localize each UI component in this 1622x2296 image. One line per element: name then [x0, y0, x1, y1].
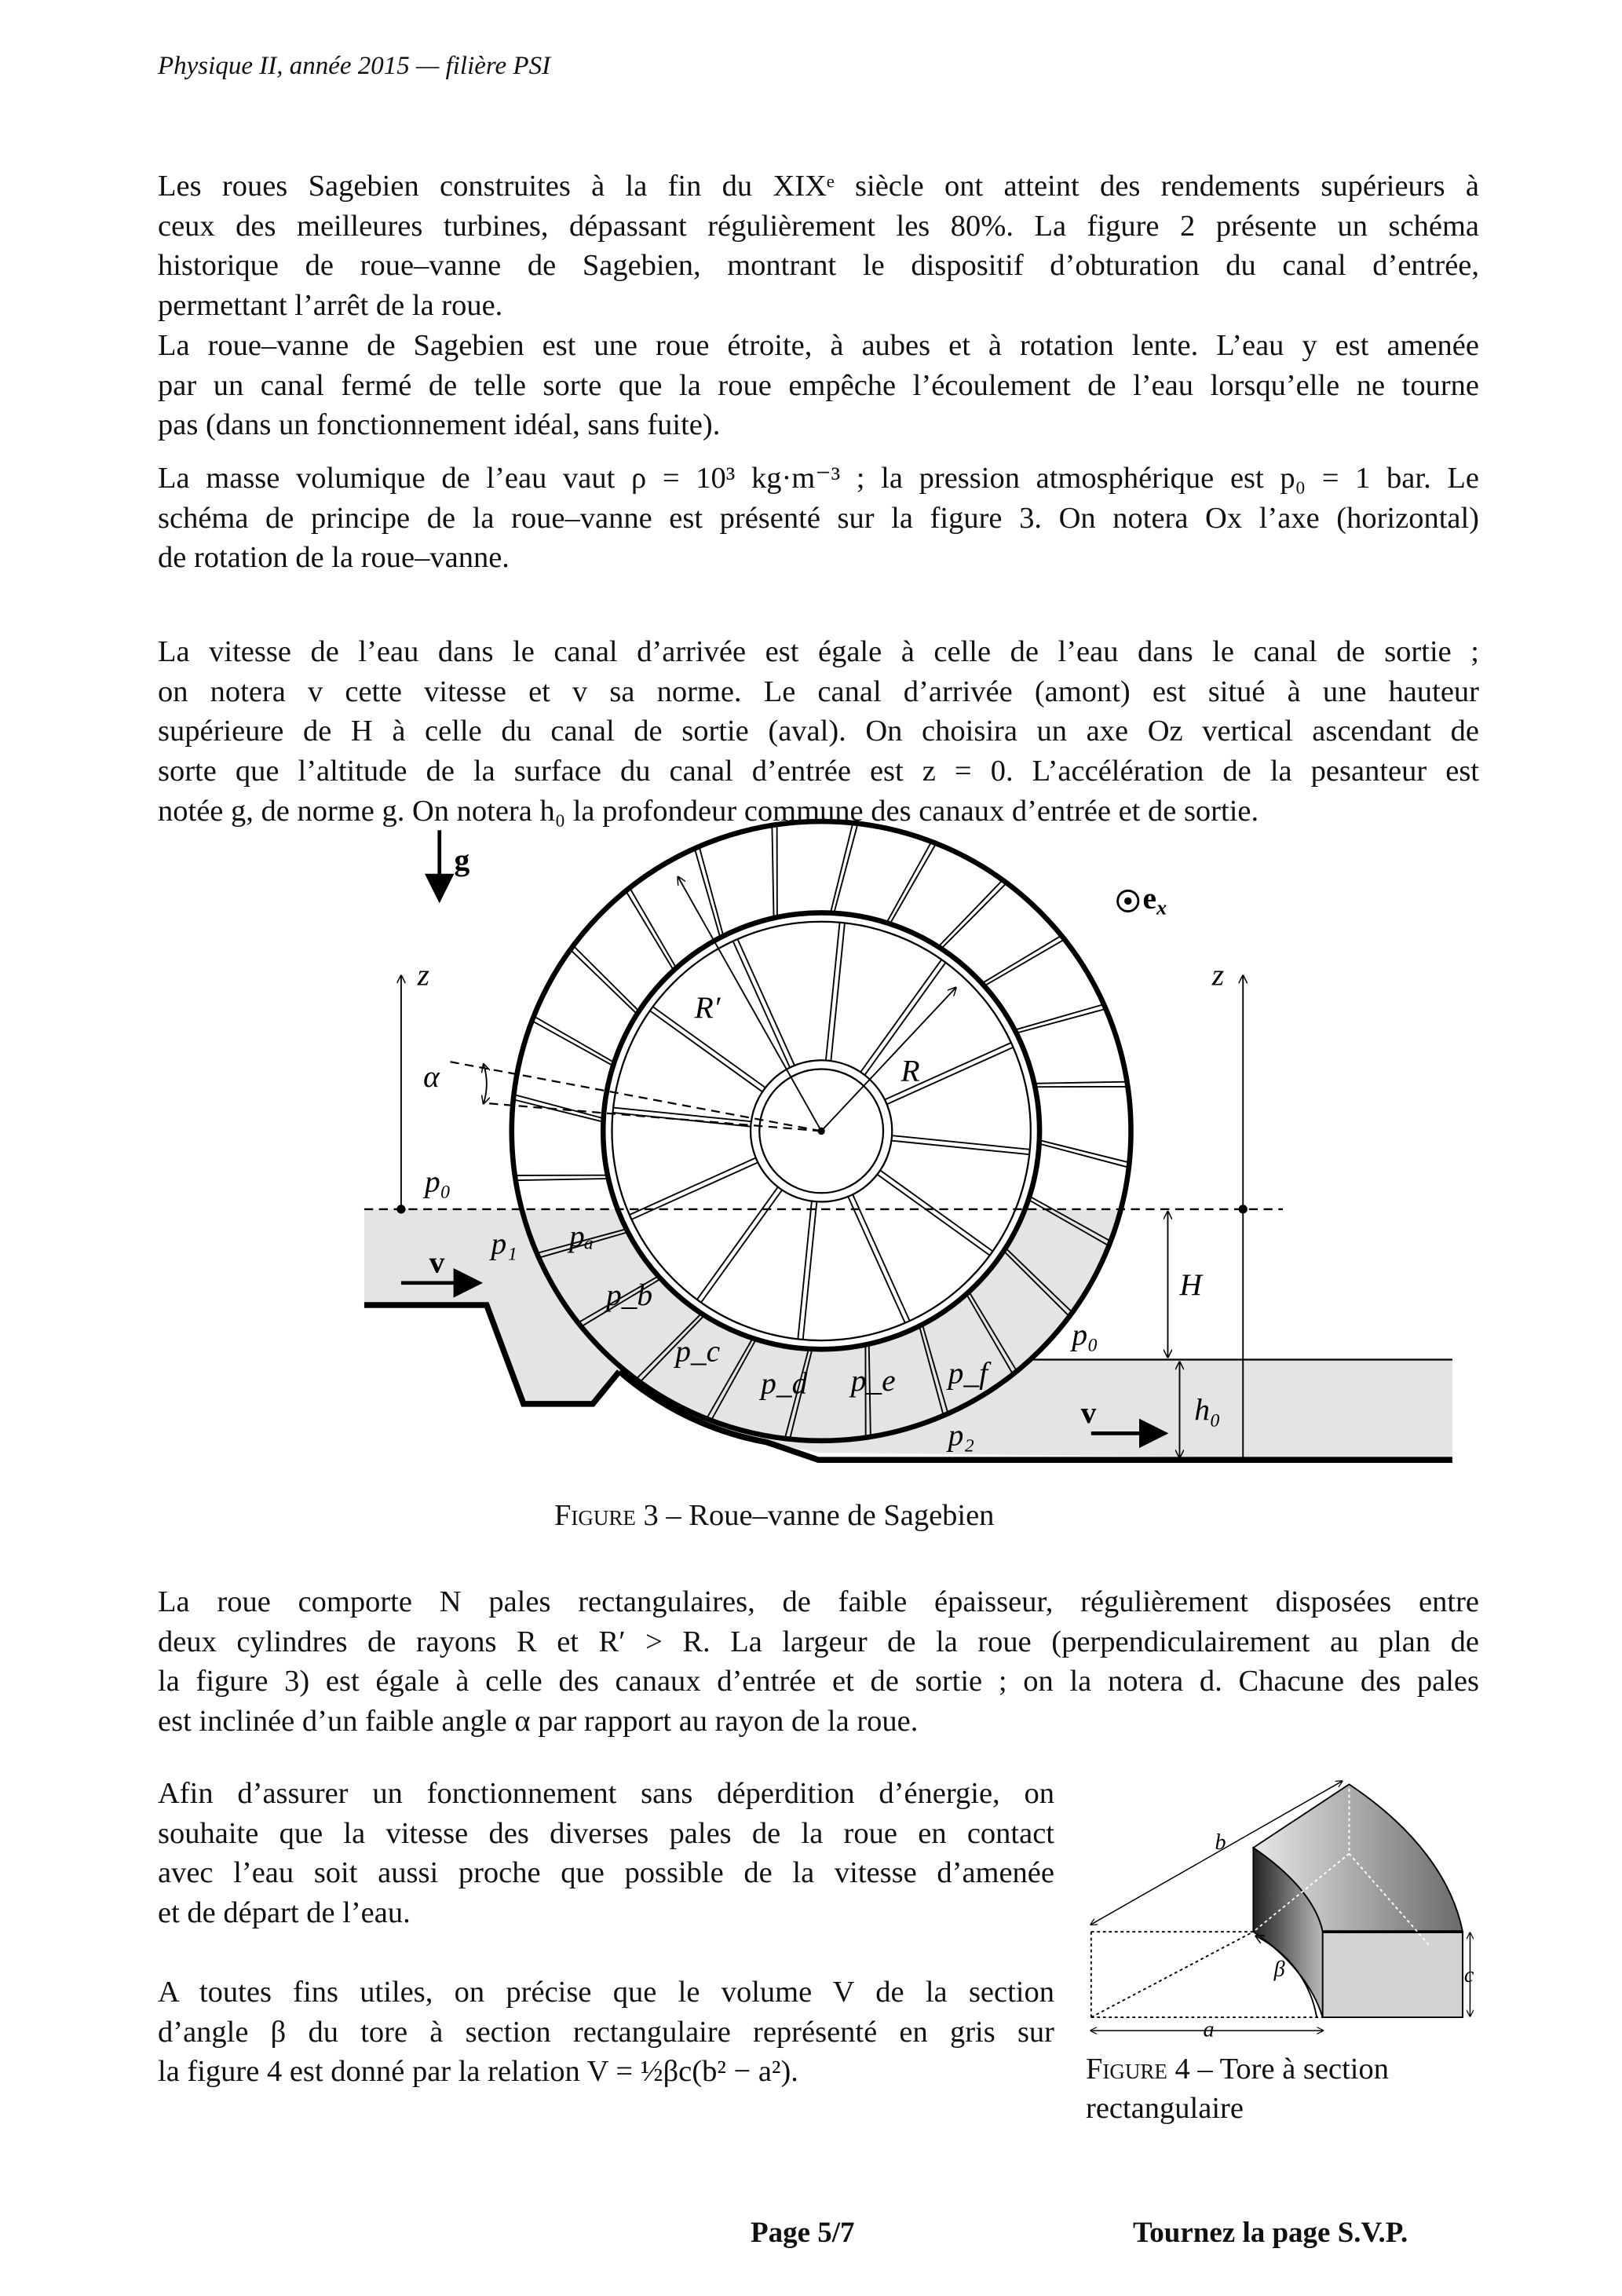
label-pe: p_e	[850, 1362, 896, 1398]
wheel-paddle	[534, 1016, 614, 1062]
label-pf: p_f	[948, 1355, 988, 1391]
text-line: notée g, de norme g. On notera h₀ la profondeur commune des canaux d’entrée et de sortie.	[158, 794, 1259, 828]
label-beta: β	[1273, 1957, 1285, 1982]
figure4-caption-text2: rectangulaire	[1086, 2092, 1244, 2125]
label-a: a	[1203, 2017, 1215, 2042]
wheel-paddle	[772, 825, 773, 918]
wheel-paddle	[941, 883, 1006, 949]
text-line: permettant l’arrêt de la roue.	[158, 289, 503, 323]
text-line: pas (dans un fonctionnement idéal, sans fuite).	[158, 408, 721, 442]
text-line: par un canal fermé de telle sorte que la roue empêche l’écoulement de l’eau lorsqu’elle ne tourne	[158, 368, 1479, 402]
wheel-paddle	[700, 846, 724, 936]
wheel-paddle	[573, 945, 639, 1011]
figure3-diagram	[364, 821, 1452, 1460]
label-pd: p_d	[761, 1366, 808, 1401]
text-line: A toutes fins utiles, on précise que le volume V de la section	[158, 1976, 1054, 2009]
wheel-paddle	[695, 849, 721, 938]
text-line: la figure 4 est donné par la relation V = ½βc(b² − a²).	[158, 2055, 798, 2089]
label-z-left: z	[417, 957, 429, 993]
wheel-paddle	[1014, 1004, 1104, 1030]
text-line: supérieure de H à celle du canal de sortie (aval). On choisira un axe Oz vertical ascendant de	[158, 715, 1479, 748]
wheel-paddle	[570, 949, 637, 1014]
text-line: La roue–vanne de Sagebien est une roue étroite, à aubes et à rotation lente. L’eau y est amenée	[158, 329, 1479, 362]
text-line: Afin d’assurer un fonctionnement sans déperdition d’énergie, on	[158, 1777, 1054, 1810]
figure4-caption-label: Figure 4	[1086, 2053, 1190, 2086]
label-z-right: z	[1211, 957, 1225, 993]
text-line: et de départ de l’eau.	[158, 1896, 411, 1930]
text-line: deux cylindres de rayons R et R′ > R. La largeur de la roue (perpendiculairement au plan de	[158, 1625, 1479, 1658]
text-line: la figure 3) est égale à celle des canaux d’entrée et de sortie ; on la notera d. Chacune des pales	[158, 1665, 1479, 1698]
wheel-paddle	[982, 935, 1061, 983]
text-line: La masse volumique de l’eau vaut ρ = 10³ kg·m⁻³ ; la pression atmosphérique est p₀ = 1 bar. Le	[158, 462, 1479, 495]
wheel-paddle	[532, 1021, 613, 1066]
page-header: Physique II, année 2015 — filière PSI	[158, 52, 551, 80]
text-line: La roue comporte N pales rectangulaires, de faible épaisseur, régulièrement disposées entre	[158, 1585, 1479, 1618]
torus-section-face	[1323, 1932, 1463, 2017]
wheel-paddle	[630, 888, 676, 968]
text-line: d’angle β du tore à section rectangulaire représenté en gris sur	[158, 2015, 1054, 2049]
wheel-paddle	[985, 939, 1065, 985]
wheel-paddle	[938, 880, 1003, 947]
label-g: g	[454, 843, 470, 878]
label-v-out: v	[1080, 1395, 1097, 1431]
label-ex: ex	[1142, 880, 1167, 919]
label-p2: p₂	[948, 1417, 975, 1453]
figure4-diagram	[1091, 1782, 1474, 2042]
wheel-paddle	[1039, 1144, 1129, 1168]
label-R-prime: R′	[694, 989, 721, 1025]
label-pc: p_c	[675, 1333, 721, 1369]
wheel-paddle	[831, 823, 853, 913]
label-pb: p_b	[605, 1278, 653, 1313]
text-line: historique de roue–vanne de Sagebien, montrant le dispositif d’obturation du canal d’entrée,	[158, 249, 1479, 283]
label-h0: h₀	[1194, 1392, 1221, 1428]
text-line: est inclinée d’un faible angle α par rapport au rayon de la roue.	[158, 1705, 919, 1738]
text-line: La vitesse de l’eau dans le canal d’arrivée est égale à celle de l’eau dans le canal de sortie ;	[158, 635, 1479, 668]
wheel-paddle	[890, 843, 937, 923]
text-line: de rotation de la roue–vanne.	[158, 541, 510, 575]
label-p1: p₁	[491, 1226, 517, 1261]
wheel-paddle	[834, 824, 857, 913]
wheel-paddle	[1039, 1140, 1130, 1162]
text-line: on notera v cette vitesse et v sa norme. Le canal d’arrivée (amont) est situé à une hauteur	[158, 675, 1479, 708]
label-p0-left: p₀	[424, 1164, 451, 1199]
text-line: schéma de principe de la roue–vanne est présenté sur la figure 3. On notera Ox l’axe (horizontal)	[158, 501, 1479, 535]
text-line: Les roues Sagebien construites à la fin du XIXᵉ siècle ont atteint des rendements supérieurs à	[158, 170, 1479, 203]
turn-page-note: Tournez la page S.V.P.	[1133, 2217, 1408, 2249]
text-line: ceux des meilleures turbines, dépassant régulièrement les 80%. La figure 2 présente un schéma	[158, 209, 1479, 243]
label-b: b	[1215, 1830, 1226, 1855]
wheel-paddle	[1034, 1082, 1127, 1084]
wheel-paddle	[516, 1179, 608, 1180]
figure3-caption-label: Figure 3	[554, 1499, 659, 1532]
label-v-in: v	[429, 1245, 445, 1280]
label-c: c	[1463, 1962, 1474, 1987]
text-line: avec l’eau soit aussi proche que possible de la vitesse d’amenée	[158, 1856, 1054, 1890]
label-p0-right: p₀	[1072, 1317, 1098, 1352]
text-line: souhaite que la vitesse des diverses pales de la roue en contact	[158, 1816, 1054, 1850]
wheel-paddle	[1016, 1009, 1105, 1033]
wheel-paddle	[513, 1099, 604, 1121]
wheel-paddle	[886, 842, 931, 923]
label-alpha: α	[423, 1059, 440, 1095]
wheel-paddle	[626, 891, 674, 971]
label-R: R	[901, 1053, 920, 1088]
figure3-caption-text: – Roue–vanne de Sagebien	[658, 1499, 995, 1532]
figure4-caption-text: – Tore à section	[1189, 2053, 1389, 2086]
label-H: H	[1179, 1267, 1202, 1302]
label-pa: pₐ	[569, 1218, 594, 1253]
text-line: sorte que l’altitude de la surface du canal d’entrée est z = 0. L’accélération de la pesanteur est	[158, 755, 1479, 788]
page-number: Page 5/7	[751, 2217, 855, 2249]
